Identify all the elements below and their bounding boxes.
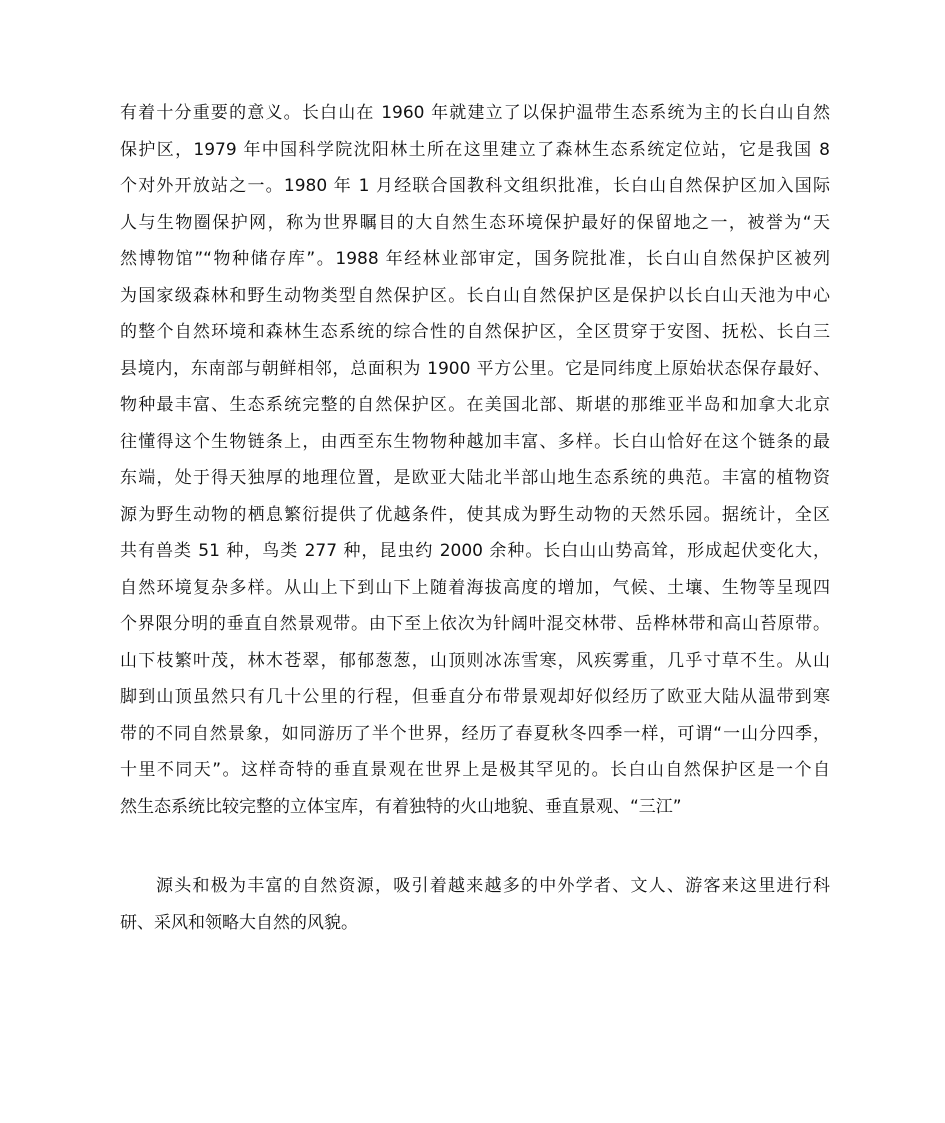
- text-line: 源头和极为丰富的自然资源，吸引着越来越多的中外学者、文人、游客来这里进行科: [156, 876, 830, 896]
- text-line: 人与生物圈保护网，称为世界瞩目的大自然生态环境保护最好的保留地之一，被誉为“天: [120, 212, 830, 233]
- text-line: 的整个自然环境和森林生态系统的综合性的自然保护区，全区贯穿于安图、抚松、长白三: [120, 322, 830, 342]
- text-line: 县境内，东南部与朝鲜相邻，总面积为 1900 平方公里。它是同纬度上原始状态保存最好、: [120, 358, 830, 379]
- text-line: 自然环境复杂多样。从山上下到山下上随着海拔高度的增加，气候、土壤、生物等呈现四: [120, 577, 830, 598]
- text-line: 然博物馆”“物种储存库”。1988 年经林业部审定，国务院批准，长白山自然保护区被列: [120, 249, 830, 269]
- text-line: 个对外开放站之一。1980 年 1 月经联合国教科文组织批准，长白山自然保护区加入国际: [120, 176, 830, 196]
- text-line: 共有兽类 51 种，鸟类 277 种，昆虫约 2000 余种。长白山山势高耸，形成起伏变化大，: [120, 541, 830, 561]
- text-line: 保护区，1979 年中国科学院沈阳林土所在这里建立了森林生态系统定位站，它是我国 8: [120, 139, 830, 160]
- text-line: 带的不同自然景象，如同游历了半个世界，经历了春夏秋冬四季一样，可谓“一山分四季，: [120, 723, 830, 744]
- paragraph-2: [120, 868, 830, 941]
- text-line: 有着十分重要的意义。长白山在 1960 年就建立了以保护温带生态系统为主的长白山自然: [120, 103, 830, 123]
- text-line: 十里不同天”。这样奇特的垂直景观在世界上是极其罕见的。长白山自然保护区是一个自: [120, 760, 830, 780]
- text-line: 然生态系统比较完整的立体宝库，有着独特的火山地貌、垂直景观、“三江”: [120, 796, 682, 817]
- text-line: 为国家级森林和野生动物类型自然保护区。长白山自然保护区是保护以长白山天池为中心: [120, 285, 830, 306]
- text-line: 物种最丰富、生态系统完整的自然保护区。在美国北部、斯堪的那维亚半岛和加拿大北京: [120, 395, 830, 415]
- text-line: 山下枝繁叶茂，林木苍翠，郁郁葱葱，山顶则冰冻雪寒，风疾雾重，几乎寸草不生。从山: [120, 650, 830, 671]
- text-line: 脚到山顶虽然只有几十公里的行程，但垂直分布带景观却好似经历了欧亚大陆从温带到寒: [120, 687, 830, 707]
- paragraph-1: [120, 95, 830, 825]
- text-line: 往懂得这个生物链条上，由西至东生物物种越加丰富、多样。长白山恰好在这个链条的最: [120, 431, 830, 452]
- text-line: 研、采风和领略大自然的风貌。: [120, 912, 358, 933]
- text-line: 个界限分明的垂直自然景观带。由下至上依次为针阔叶混交林带、岳桦林带和高山苔原带。: [120, 614, 830, 634]
- text-line: 东端，处于得天独厚的地理位置，是欧亚大陆北半部山地生态系统的典范。丰富的植物资: [120, 468, 830, 488]
- text-line: 源为野生动物的栖息繁衍提供了优越条件，使其成为野生动物的天然乐园。据统计，全区: [120, 504, 830, 525]
